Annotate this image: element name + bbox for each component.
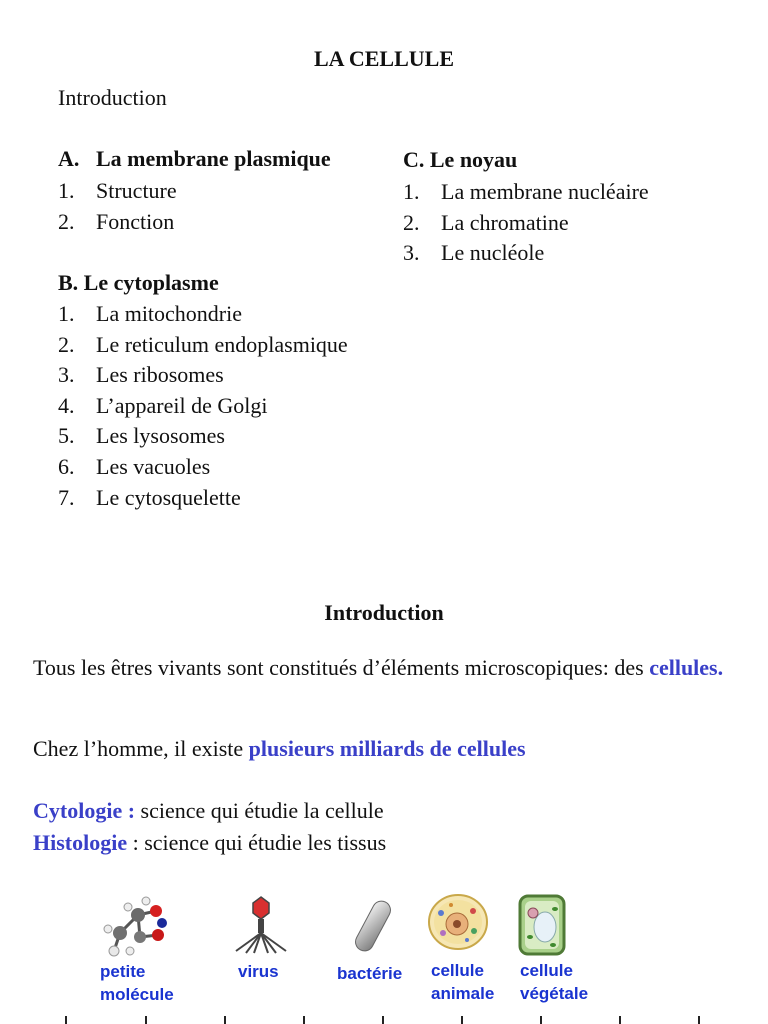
highlight-milliards: plusieurs milliards de cellules: [248, 736, 526, 761]
list-item: 1. Structure: [58, 178, 177, 203]
figure-label-virus: virus: [238, 962, 279, 981]
list-item: 7. Le cytosquelette: [58, 484, 241, 510]
figure-label-plant-cell: cellule végétale: [520, 961, 589, 1003]
term-histologie: Histologie: [33, 830, 128, 855]
section-b-list: [58, 299, 348, 513]
section-a-heading: [58, 146, 331, 172]
figure-label-bacteria: bactérie: [337, 964, 403, 983]
toc-introduction: Introduction: [58, 85, 167, 110]
section-a-letter: A.: [58, 146, 80, 171]
list-item: 3. Le nucléole: [403, 240, 545, 266]
scale-ticks: [0, 1016, 768, 1024]
list-item: 6. Les vacuoles: [58, 453, 211, 479]
list-item: 4. L’appareil de Golgi: [58, 392, 268, 418]
list-item: 1. La membrane nucléaire: [403, 179, 649, 204]
page-title: LA CELLULE: [314, 46, 454, 71]
section-b-heading: B. Le cytoplasme: [58, 270, 219, 295]
plant-cell-icon: [517, 893, 567, 957]
figure-label-animal-cell: cellule animale: [431, 961, 495, 1003]
list-item: 2. La chromatine: [403, 209, 569, 235]
highlight-cellules: cellules.: [649, 655, 724, 680]
list-item: 2. Fonction: [58, 208, 175, 234]
section-a-title: La membrane plasmique: [96, 146, 331, 171]
list-item: 3. Les ribosomes: [58, 362, 224, 388]
list-item: 5. Les lysosomes: [58, 423, 225, 449]
paragraph-cells: Tous les êtres vivants sont constitués d’éléments microscopiques: des cellules.: [33, 655, 724, 680]
molecule-icon: [100, 893, 176, 963]
definitions: Cytologie : science qui étudie la cellule Histologie : science qui étudie les tissus: [33, 798, 387, 855]
term-cytologie: Cytologie :: [33, 798, 136, 823]
figure-label-molecule: petite molécule: [100, 962, 174, 1004]
list-item: 2. Le reticulum endoplasmique: [58, 331, 348, 357]
list-item: 1. La mitochondrie: [58, 301, 243, 326]
section-c-heading: C. Le noyau: [403, 147, 518, 172]
bacteria-icon: [350, 897, 396, 953]
paragraph-human: Chez l’homme, il existe plusieurs milliards de cellules: [33, 736, 526, 761]
virus-icon: [228, 893, 294, 955]
animal-cell-icon: [427, 893, 489, 951]
section-a-list: [58, 176, 177, 237]
introduction-heading: Introduction: [324, 600, 444, 625]
section-c-list: [403, 177, 649, 269]
